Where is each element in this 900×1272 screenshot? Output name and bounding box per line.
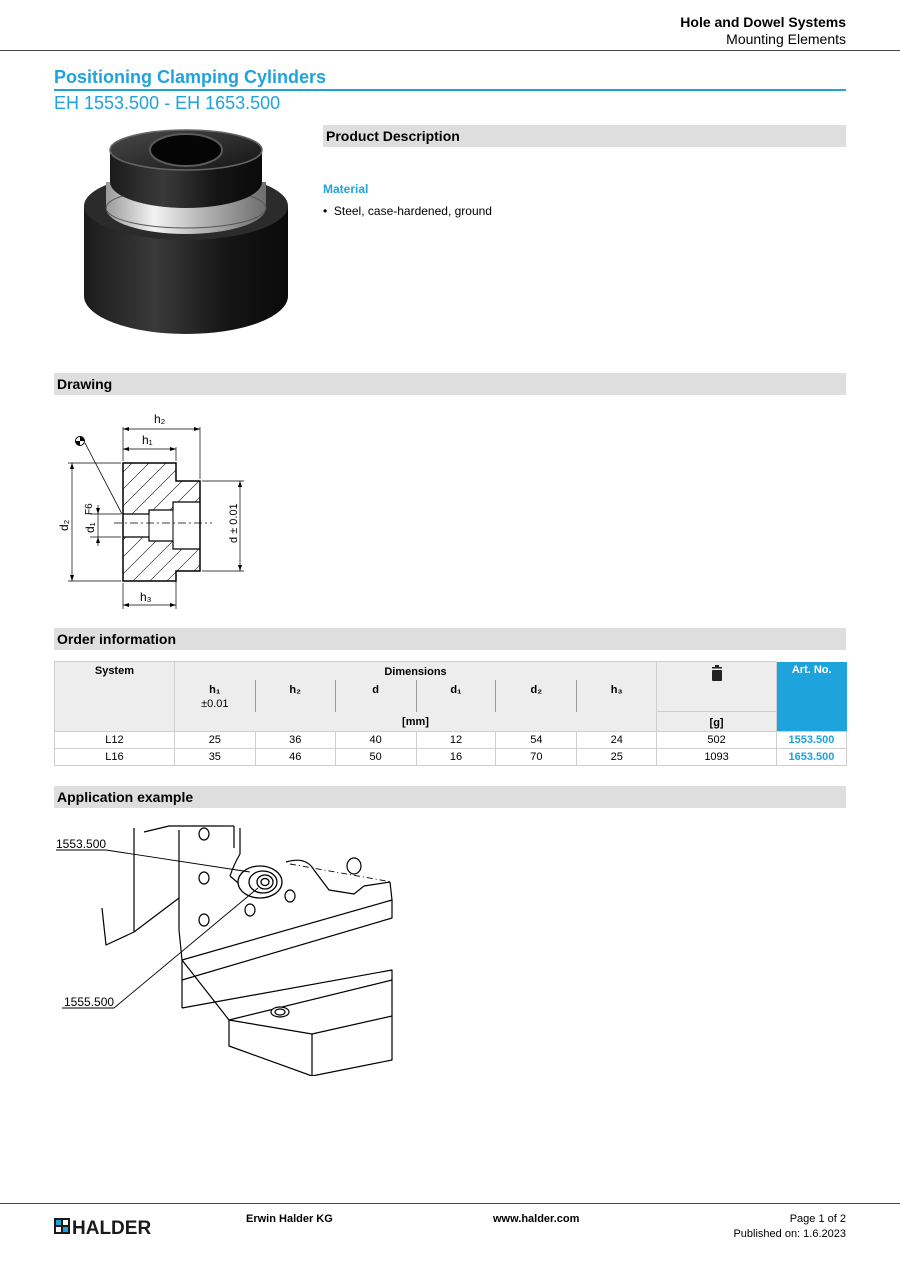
col-h2-sub: [255, 696, 335, 712]
col-h3-header: h₃: [577, 680, 657, 696]
col-h3-sub: [577, 696, 657, 712]
weight-header: [657, 662, 777, 712]
col-system-header: System: [55, 662, 175, 732]
header-divider: [0, 50, 900, 51]
unit-g: [g]: [657, 712, 777, 732]
cell-h3: 25: [577, 749, 657, 766]
col-d-header: d: [335, 680, 416, 696]
col-d1-sub: [416, 696, 496, 712]
page-title: Positioning Clamping Cylinders: [54, 66, 846, 91]
cell-d2: 54: [496, 732, 577, 749]
header-subcategory: Mounting Elements: [726, 31, 846, 47]
label-1553-500: 1553.500: [56, 837, 107, 851]
application-example-drawing: [54, 820, 400, 1076]
drawing-header: Drawing: [54, 373, 846, 395]
label-h2: h₂: [154, 412, 166, 426]
material-item: • Steel, case-hardened, ground: [323, 204, 492, 218]
table-row: [55, 749, 847, 766]
cell-system: L12: [55, 732, 175, 749]
weight-icon: [711, 665, 723, 681]
col-dimensions-header: Dimensions: [174, 662, 656, 680]
table-row: [55, 732, 847, 749]
cell-h1: 35: [174, 749, 255, 766]
footer-company: Erwin Halder KG: [246, 1213, 333, 1225]
cell-d1: 12: [416, 732, 496, 749]
col-d1-header: d₁: [416, 680, 496, 696]
cell-h3: 24: [577, 732, 657, 749]
cell-artno-link[interactable]: 1653.500: [776, 749, 846, 766]
col-d-sub: [335, 696, 416, 712]
cell-d1: 16: [416, 749, 496, 766]
cell-weight: 1093: [657, 749, 777, 766]
label-h1: h₁: [142, 433, 153, 447]
material-label: Material: [323, 182, 369, 196]
logo-text: HALDER: [72, 1218, 152, 1236]
label-fit: F6: [84, 503, 95, 515]
cell-d: 50: [335, 749, 416, 766]
label-h3: h₃: [140, 590, 152, 604]
technical-drawing: [54, 405, 254, 615]
cell-h1: 25: [174, 732, 255, 749]
col-d2-sub: [496, 696, 577, 712]
order-information-header: Order information: [54, 628, 846, 650]
cell-h2: 36: [255, 732, 335, 749]
col-artno-header: Art. No.: [776, 662, 846, 732]
footer-website-link[interactable]: www.halder.com: [493, 1213, 580, 1225]
product-description-header: Product Description: [323, 125, 846, 147]
application-example-header: Application example: [54, 786, 846, 808]
title-block: [54, 66, 846, 114]
halder-logo: [54, 1216, 164, 1236]
header-category: Hole and Dowel Systems: [680, 14, 846, 30]
label-d-tolerance: d ± 0.01: [228, 503, 240, 543]
page-number: Page 1 of 2: [789, 1213, 846, 1225]
label-d2: d₂: [57, 519, 71, 531]
label-1555-500: 1555.500: [64, 995, 115, 1009]
page-subtitle: EH 1553.500 - EH 1653.500: [54, 93, 281, 113]
cell-weight: 502: [657, 732, 777, 749]
footer-page-info: [733, 1212, 846, 1242]
col-h1-tolerance: ±0.01: [201, 697, 229, 710]
cell-d2: 70: [496, 749, 577, 766]
material-item-text: Steel, case-hardened, ground: [333, 204, 492, 218]
page-header: [680, 14, 846, 48]
unit-mm: [mm]: [402, 716, 429, 729]
cell-artno-link[interactable]: 1553.500: [776, 732, 846, 749]
col-h2-header: h₂: [255, 680, 335, 696]
cell-h2: 46: [255, 749, 335, 766]
col-h1-header: h₁: [209, 683, 221, 696]
order-table: [54, 661, 847, 766]
product-photo: [78, 128, 294, 338]
cell-system: L16: [55, 749, 175, 766]
col-d2-header: d₂: [496, 680, 577, 696]
label-d1: d₁: [83, 522, 97, 533]
cell-d: 40: [335, 732, 416, 749]
footer-divider: [0, 1203, 900, 1204]
published-date: Published on: 1.6.2023: [733, 1228, 846, 1240]
